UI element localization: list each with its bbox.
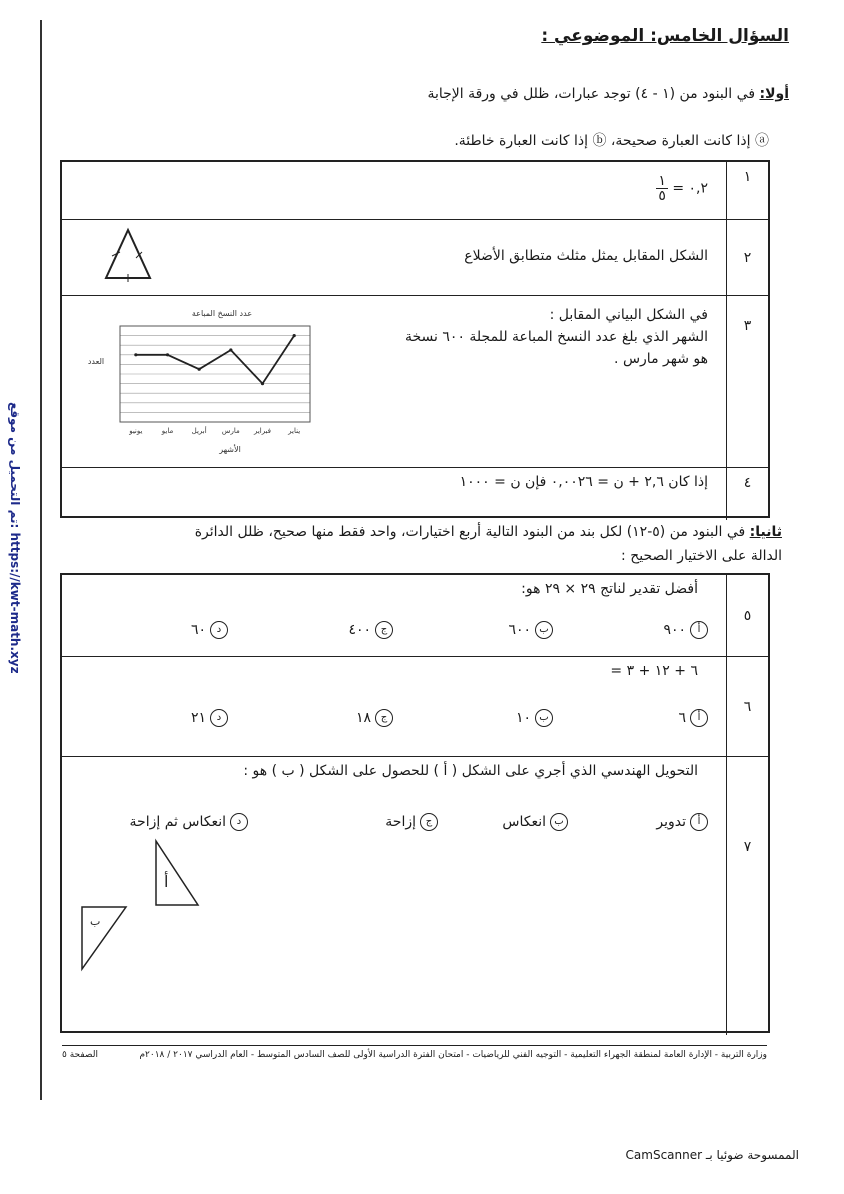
part2-label: ثانيا: (749, 524, 782, 540)
table-row (62, 757, 768, 1035)
option-circle[interactable]: ب (550, 813, 568, 831)
camscanner-note: الممسوحة ضوئيا بـ CamScanner (625, 1148, 799, 1162)
item-3-line3: هو شهر مارس . (614, 351, 708, 367)
option-a[interactable] (656, 813, 708, 831)
x-tick-label: مارس (221, 427, 240, 435)
triangle-figure (102, 226, 154, 282)
data-point (229, 348, 232, 351)
table-row (62, 468, 768, 520)
data-point (198, 368, 201, 371)
option-text: ٦٠٠ (508, 622, 531, 638)
item-number: ٢ (726, 220, 768, 295)
option-circle[interactable]: ج (375, 709, 393, 727)
table-row (62, 657, 768, 757)
table-row (62, 162, 768, 220)
question-text: ٦ + ١٢ + ٣ = (610, 663, 698, 679)
option-circle[interactable]: أ (690, 813, 708, 831)
part2-text-line2: الدالة على الاختيار الصحيح : (621, 548, 782, 564)
series-line (136, 336, 294, 384)
x-tick-label: مايو (161, 427, 174, 435)
part1-label: أولا: (759, 86, 789, 102)
data-point (293, 334, 296, 337)
x-tick-label: يونيو (129, 427, 143, 435)
page-label: الصفحة (69, 1050, 98, 1060)
option-circle[interactable]: د (230, 813, 248, 831)
option-text: إزاحة (385, 814, 416, 830)
option-c[interactable] (356, 709, 393, 727)
shape-b-label: ب (90, 915, 101, 928)
option-text: ٩٠٠ (663, 622, 686, 638)
part1-text: في البنود من (١ - ٤) توجد عبارات، ظلل في ورقة الإجابة (427, 86, 756, 102)
option-text: ٦٠ (190, 622, 206, 638)
option-d[interactable] (191, 621, 228, 639)
option-text: ٢١ (190, 710, 206, 726)
option-circle[interactable]: ج (375, 621, 393, 639)
part2-text-line1: في البنود من (٥-١٢) لكل بند من البنود التالية أربع اختيارات، واحد فقط منها صحيح، ظلل الدائرة (194, 524, 746, 540)
part2-intro (82, 520, 782, 568)
item-number: ١ (726, 162, 768, 219)
x-tick-label: يناير (288, 427, 301, 435)
option-text: تدوير (656, 814, 686, 830)
option-a[interactable] (663, 621, 708, 639)
item-text: إذا كان ٢,٦ + ن = ٠,٠٠٢٦ فإن ن = ١٠٠٠ (459, 474, 708, 490)
chart-ylabel: العدد (87, 357, 105, 366)
item-3-line1: في الشكل البياني المقابل : (549, 307, 708, 323)
fraction-numerator: ١ (658, 173, 666, 189)
x-tick-label: أبريل (191, 427, 207, 435)
page-num: ٥ (62, 1050, 67, 1060)
option-d[interactable] (130, 813, 248, 831)
item-text: الشكل المقابل يمثل مثلث متطابق الأضلاع (464, 248, 708, 264)
item-3-line2: الشهر الذي بلغ عدد النسخ المباعة للمجلة ٦٠٠ نسخة (405, 329, 708, 345)
part2-table (60, 573, 770, 1033)
footer-text: وزارة التربية - الإدارة العامة لمنطقة الجهراء التعليمية - التوجيه الفني للرياضيات - امتحان الفترة الدراسية الأولى للصف السادس المتوسط - العام الدراسي ٢٠١٧ / ٢٠١٨م (139, 1050, 767, 1060)
item-number: ٧ (726, 757, 768, 1035)
option-circle[interactable]: ج (420, 813, 438, 831)
item-text (405, 304, 708, 370)
shape-a-triangle (146, 837, 202, 909)
chart-title: عدد النسخ المباعة (191, 309, 253, 318)
data-point (166, 353, 169, 356)
table-row (62, 575, 768, 657)
item-number: ٣ (726, 296, 768, 467)
page-footer (62, 1045, 767, 1060)
table-row (62, 296, 768, 468)
option-circle[interactable]: د (210, 621, 228, 639)
option-text: ١٠ (515, 710, 531, 726)
line-chart (82, 304, 322, 454)
fraction-denominator: ٥ (658, 188, 666, 204)
data-point (134, 353, 137, 356)
option-c[interactable] (385, 813, 438, 831)
shape-a-label: أ (164, 872, 169, 891)
table-row (62, 220, 768, 296)
chart-xlabel: الأشهر (219, 445, 241, 454)
item-number: ٦ (726, 657, 768, 756)
option-a[interactable] (678, 709, 708, 727)
fraction (656, 174, 668, 203)
part1-table (60, 160, 770, 518)
option-circle[interactable]: أ (690, 709, 708, 727)
item-1-lhs: ٠,٢ = (672, 180, 708, 197)
part1-intro (427, 86, 789, 102)
option-text: انعكاس ثم إزاحة (129, 814, 226, 830)
option-text: انعكاس (502, 814, 546, 830)
option-d[interactable] (191, 709, 228, 727)
option-text: ٤٠٠ (348, 622, 371, 638)
page-number (62, 1050, 98, 1060)
option-b[interactable] (508, 621, 553, 639)
option-circle[interactable]: ب (535, 709, 553, 727)
option-b[interactable] (502, 813, 568, 831)
option-text: ٦ (678, 710, 686, 726)
side-url: تم التحميل من موقع: https://kwt-math.xyz (8, 402, 22, 674)
x-tick-label: فبراير (253, 427, 272, 435)
shape-b-triangle (78, 903, 130, 975)
question-text: أفضل تقدير لناتج ٢٩ × ٢٩ هو: (521, 581, 698, 597)
question-title: السؤال الخامس: الموضوعي : (541, 26, 789, 46)
part1-instruction: ⓐ إذا كانت العبارة صحيحة، ⓑ إذا كانت العبارة خاطئة. (454, 133, 769, 149)
item-number: ٥ (726, 575, 768, 656)
item-number: ٤ (726, 468, 768, 520)
item-text (656, 174, 708, 203)
question-text: التحويل الهندسي الذي أجري على الشكل ( أ ) للحصول على الشكل ( ب ) هو : (243, 763, 698, 779)
option-text: ١٨ (355, 710, 371, 726)
option-circle[interactable]: د (210, 709, 228, 727)
option-b[interactable] (516, 709, 553, 727)
option-circle[interactable]: ب (535, 621, 553, 639)
option-circle[interactable]: أ (690, 621, 708, 639)
option-c[interactable] (348, 621, 393, 639)
data-point (261, 382, 264, 385)
